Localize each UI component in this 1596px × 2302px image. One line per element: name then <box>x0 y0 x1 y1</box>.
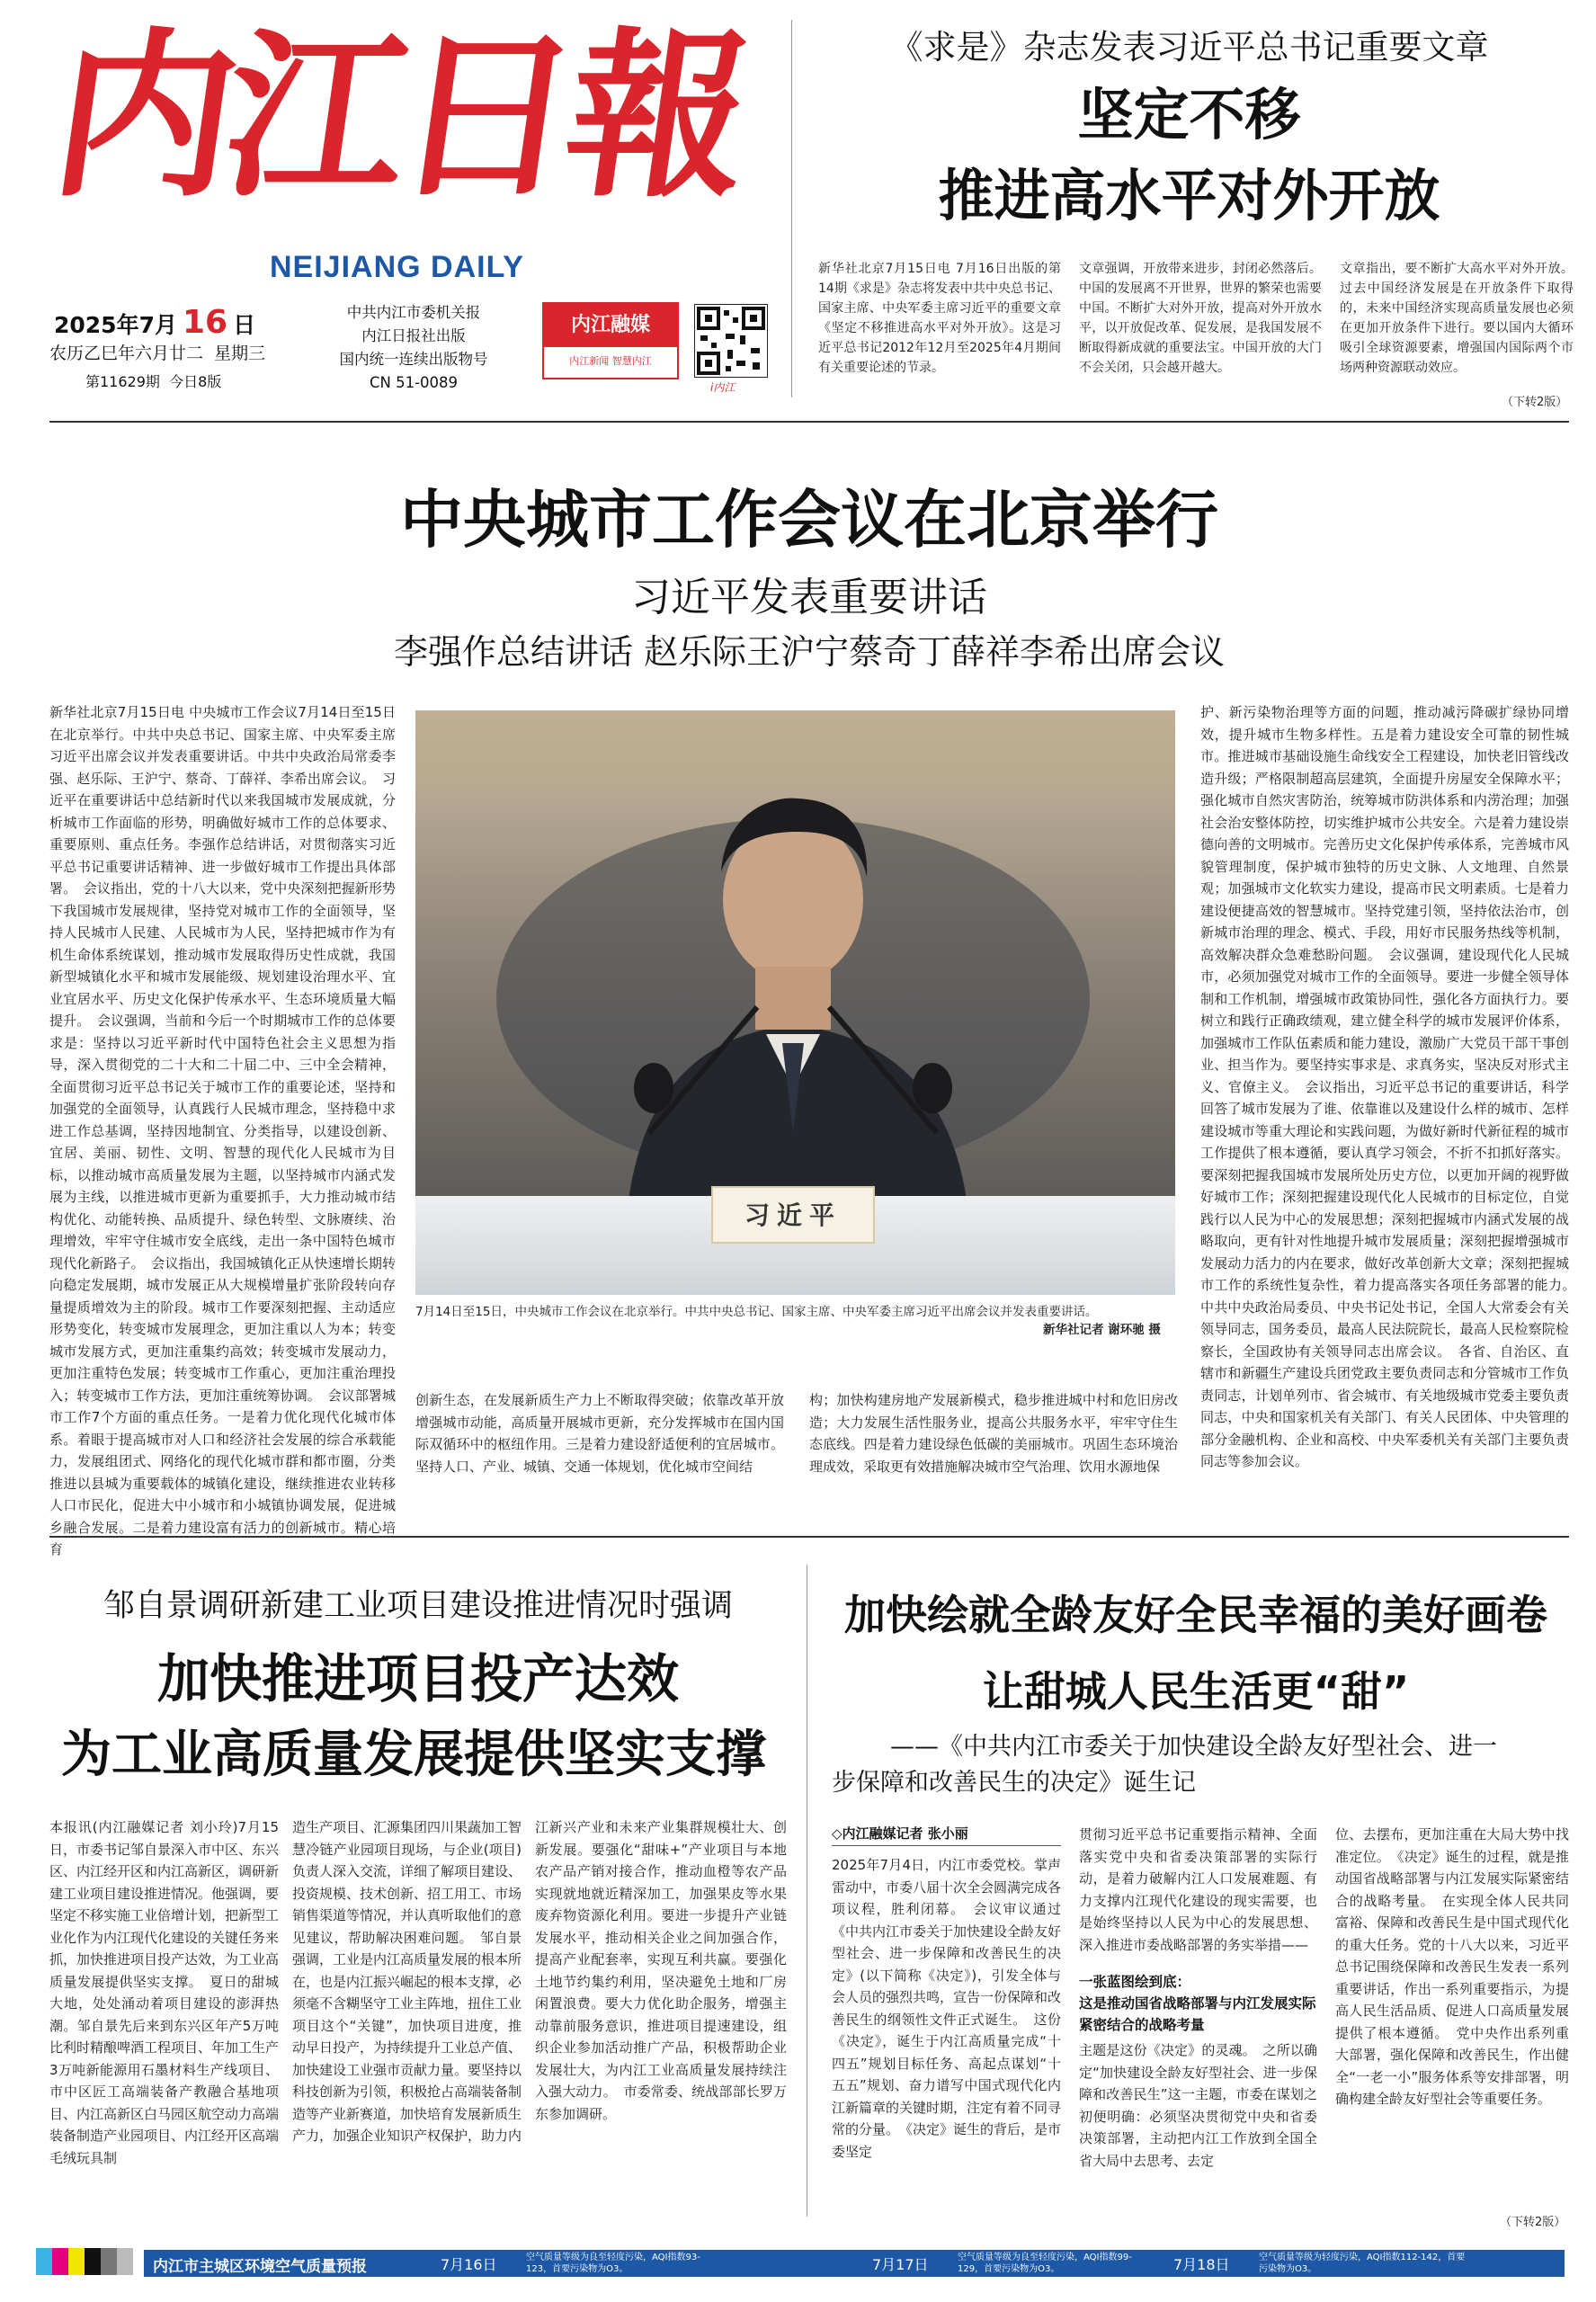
color-registration-marks <box>36 2248 133 2279</box>
logo-text: 内江日報 <box>40 11 754 222</box>
photo-credit: 新华社记者 谢环驰 摄 <box>1043 1323 1161 1337</box>
right-story-byline: ◇内江融媒记者 张小丽 <box>832 1825 968 1842</box>
top-story-col3: 文章指出，要不断扩大高水平对外开放。过去中国经济发展是在开放条件下取得的，未来中国经济实现高质量发展也必须在更加开放条件下进行。要以国内大循环吸引全球资源要素，增强国内国际两个市场两种资源联动效应。 <box>1340 262 1574 375</box>
right-story-col1: 2025年7月4日，内江市委党校。掌声雷动中，市委八届十次全会圆满完成各项议程，胜利闭幕。 会议审议通过《中共内江市委关于加快建设全龄友好型社会、进一步保障和改善民生的决定》(以下简称《决定》)，引发全体与会人员的强烈共鸣，宣告一份保障和改善民生的纲领性文件正式诞生。 这份《决定》，诞生于内江高质量完成“十四五”规划目标任务、高起点谋划“十五五”规划、奋力谱写中国式现代化内江新篇章的关键时期，注定有着不同寻常的分量。 《决定》诞生的背后，是市委坚定 <box>832 1857 1062 2160</box>
right-story-subhead: 一张蓝图绘到底： 这是推动国省战略部署与内江发展实际紧密结合的战略考量 <box>1079 1974 1316 2033</box>
top-story-kicker: 《求是》杂志发表习近平总书记重要文章 <box>889 28 1489 67</box>
lead-subtitle2: 李强作总结讲话 赵乐际王沪宁蔡奇丁薛祥李希出席会议 <box>393 632 1226 672</box>
left-story-kicker: 邹自景调研新建工业项目建设推进情况时强调 <box>103 1588 733 1624</box>
right-story-sub-line1: ——《中共内江市委关于加快建设全龄友好型社会、进一 <box>890 1733 1497 1761</box>
right-story-title-line1: 加快绘就全龄友好全民幸福的美好画卷 <box>844 1591 1547 1639</box>
left-story-col1: 本报讯(内江融媒记者 刘小玲)7月15日，市委书记邹自景深入市中区、东兴区、内江经开区和内江高新区，调研新建工业项目建设推进情况。他强调，要坚定不移实施工业倍增计划，把新型工业化作为内江现代化建设的关键任务来抓，加快推进项目投产达效，为工业高质量发展提供坚实支撑。 夏日的甜城大地，处处涌动着项目建设的澎湃热潮。邹自景先后来到东兴区年产5万吨比利时精酿啤酒工程项目、年加工生产3万吨新能源用石墨材料生产线项目、市中区匠工高端装备产教融合基地项目、内江高新区白马园区航空动力高端装备制造产业园项目、内江经开区高端毛绒玩具制 <box>49 1819 280 2166</box>
lead-col-mid1: 创新生态，在发展新质生产力上不断取得突破；依靠改革开放增强城市动能，高质量开展城市更新，充分发挥城市在国内国际双循环中的枢纽作用。三是着力建设舒适便利的宜居城市。坚持人口、产业、城镇、交通一体规划，优化城市空间结 <box>415 1392 784 1475</box>
qr-code-icon <box>694 304 768 378</box>
right-story-col2b: 主题是这份《决定》的灵魂。 之所以确定“加快建设全龄友好型社会、进一步保障和改善民生”这一主题，市委在谋划之初便明确：必须坚决贯彻党中央和省委决策部署，主动把内江工作放到全国全省大局中去思考、去定 <box>1079 2042 1317 2169</box>
air-quality-label: 内江市主城区环境空气质量预报 <box>153 2258 367 2276</box>
issue-date: 2025年7月 16 日 <box>54 304 256 341</box>
left-story-col2: 造生产项目、汇源集团四川果蔬加工智慧冷链产业园项目现场，与企业(项目)负责人深入交流，详细了解项目建设、投资规模、技术创新、招工用工、市场销售渠道等情况，并认真听取他们的意见建议，帮助解决困难问题。 邹自景强调，工业是内江高质量发展的根本所在，也是内江振兴崛起的根本支撑，必须毫不含糊坚守工业主阵地，扭住工业项目这个“关键”，加快项目进度，推动早日投产，为持续提升工业总产值、加快建设工业强市贡献力量。要坚持以科技创新为引领，积极抢占高端装备制造等产业新赛道，加快培育发展新质生产力，加强企业知识产权保护，助力内 <box>292 1819 522 2144</box>
forecast-day1-text: 空气质量等级为良至轻度污染，AQI指数93-123，首要污染物为O3。 <box>526 2253 700 2274</box>
lead-subtitle1: 习近平发表重要讲话 <box>631 575 987 620</box>
right-story-title-line2: 让甜城人民生活更“甜” <box>982 1667 1410 1716</box>
lead-col-mid2: 构；加快构建房地产发展新模式，稳步推进城中村和危旧房改造；大力发展生活性服务业，提高公共服务水平，牢牢守住生态底线。四是着力建设绿色低碳的美丽城市。巩固生态环境治理成效，采取更有效措施解决城市空气治理、饮用水源地保 <box>809 1392 1178 1475</box>
rule-middle <box>49 1536 1569 1538</box>
photo-nameplate: 习近平 <box>744 1200 842 1230</box>
forecast-day1-date: 7月16日 <box>441 2256 497 2273</box>
right-story-col2: 贯彻习近平总书记重要指示精神、全面落实党中央和省委决策部署的实际行动，是着力破解内江人口发展难题、有力支撑内江现代化建设的现实需要，也是始终坚持以人民为中心的发展思想、深入推进市委战略部署的务实举措—— <box>1079 1826 1317 1953</box>
masthead-divider <box>791 20 792 397</box>
top-story-col2: 文章强调，开放带来进步，封闭必然落后。中国的发展离不开世界，世界的繁荣也需要中国。不断扩大对外开放，提高对外开放水平，以开放促改革、促发展，是我国发展不断取得新成就的重要法宝。中国开放的大门不会关闭，只会越开越大。 <box>1079 262 1322 375</box>
footer-bar <box>0 2248 1596 2279</box>
media-badge: 内江融媒 内江新闻 智慧内江 <box>542 302 679 379</box>
right-story-sub-line2: 步保障和改善民生的决定》诞生记 <box>832 1769 1196 1797</box>
right-story-col3: 位、去摆布，更加注重在大局大势中找准定位。 《决定》诞生的过程，就是推动国省战略部署与内江发展实际紧密结合的战略考量。 在实现全体人民共同富裕、保障和改善民生是中国式现代化的重大任务。党的十八大以来，习近平总书记围绕保障和改善民生发表一系列重要讲话，作出一系列重要指示，为提高人民生活品质、促进人口高质量发展提供了根本遵循。 党中央作出系列重大部署，强化保障和改善民生，作出健全“一老一小”服务体系等安排部署，明确构建全龄友好型社会等重要任务。 <box>1335 1826 1569 2107</box>
photo-caption: 7月14日至15日，中央城市工作会议在北京举行。中共中央总书记、国家主席、中央军委主席习近平出席会议并发表重要讲话。 <box>415 1305 1098 1319</box>
left-story-title-line2: 为工业高质量发展提供坚实支撑 <box>61 1726 766 1784</box>
top-story-col1: 新华社北京7月15日电 7月16日出版的第14期《求是》杂志将发表中共中央总书记、国家主席、中央军委主席习近平的重要文章《坚定不移推进高水平对外开放》。这是习近平总书记2012年12月至2025年4月期间有关重要论述的节录。 <box>818 262 1061 375</box>
rule-top <box>49 421 1569 423</box>
masthead-logo <box>40 11 754 252</box>
left-story-col3: 江新兴产业和未来产业集群规模壮大、创新发展。要强化“甜味+”产业项目与本地农产品产销对接合作，推动血橙等农产品实现就地就近精深加工，加强果皮等水果废弃物资源化利用。要进一步提升产业链发展水平，推动相关企业之间加强合作，提高产业配套率，实现互利共赢。要强化土地节约集约利用，坚决避免土地和厂房闲置浪费。要大力优化助企服务，增强主动靠前服务意识，推进项目提速建设，组织企业参加活动推广产品，积极帮助企业发展壮大，为内江工业高质量发展持续注入强大动力。 市委常委、统战部部长罗万东参加调研。 <box>535 1819 787 2122</box>
top-story-title-line2: 推进高水平对外开放 <box>938 163 1440 228</box>
forecast-day3-text: 空气质量等级为轻度污染，AQI指数112-142，首要污染物为O3。 <box>1259 2253 1466 2274</box>
top-story-jump: （下转2版） <box>1502 396 1568 409</box>
english-name: NEIJIANG DAILY <box>270 250 524 284</box>
left-story-title-line1: 加快推进项目投产达效 <box>156 1648 679 1709</box>
lead-title: 中央城市工作会议在北京举行 <box>400 483 1218 557</box>
byline-rule <box>832 1845 1061 1846</box>
forecast-day2-date: 7月17日 <box>872 2256 929 2273</box>
lead-photo <box>415 710 1175 1295</box>
lunar-line: 农历乙巳年六月廿二 星期三 <box>49 344 266 363</box>
lead-col-right: 护、新污染物治理等方面的问题，推动减污降碳扩绿协同增效，提升城市生物多样性。五是着力建设安全可靠的韧性城市。推进城市基础设施生命线安全工程建设，加快老旧管线改造升级；严格限制超高层建筑，全面提升房屋安全保障水平；强化城市自然灾害防治，统筹城市防洪体系和内涝治理；加强社会治安整体防控，切实维护城市公共安全。六是着力建设崇德向善的文明城市。完善历史文化保护传承体系，完善城市风貌管理制度，保护城市独特的历史文脉、人文地理、自然景观；加强城市文化软实力建设，提高市民文明素质。七是着力建设便捷高效的智慧城市。坚持党建引领，坚持依法治市，创新城市治理的理念、模式、手段，用好市民服务热线等机制，高效解决群众急难愁盼问题。 会议强调，建设现代化人民城市，必须加强党对城市工作的全面领导。要进一步健全领导体制和工作机制，增强城市政策协同性，强化各方面执行力。要树立和践行正确政绩观，建立健全科学的城市发展评价体系，加强城市工作队伍素质和能力建设，激励广大党员干部干事创业、担当作为。要坚持实事求是、求真务实，坚决反对形式主义、官僚主义。 会议指出，习近平总书记的重要讲话，科学回答了城市发展为了谁、依靠谁以及建设什么样的城市、怎样建设城市等重大理论和实践问题，为做好新时代新征程的城市工作提供了根本遵循，要认真学习领会，不折不扣抓好落实。要深刻把握我国城市发展所处历史方位，以更加开阔的视野做好城市工作；深刻把握建设现代化人民城市的目标定位，自觉践行以人民为中心的发展思想；深刻把握城市内涵式发展的战略取向，更有针对性地提升城市发展质量；深刻把握增强城市发展动力活力的内在要求，做好改革创新大文章；深刻把握城市工作的系统性复杂性，着力提高落实各项任务部署的能力。 中共中央政治局委员、中央书记处书记，全国人大常委会有关领导同志，国务委员，最高人民法院院长，最高人民检察院检察长，全国政协有关领导同志出席会议。 各省、自治区、直辖市和新疆生产建设兵团党政主要负责同志和分管城市工作负责同志，计划单列市、省会城市、有关地级城市党委主要负责同志，中央和国家机关有关部门、有关人民团体、中央管理的部分金融机构、企业和高校、中央军委机关有关部门主要负责同志等参加会议。 <box>1200 704 1583 1469</box>
date-day: 16 <box>182 304 228 341</box>
qr-caption: i内江 <box>710 381 736 394</box>
lead-col-left: 新华社北京7月15日电 中央城市工作会议7月14日至15日在北京举行。中共中央总书记、国家主席、中央军委主席习近平出席会议并发表重要讲话。中共中央政治局常委李强、赵乐际、王沪宁、蔡奇、丁薛祥、李希出席会议。 习近平在重要讲话中总结新时代以来我国城市发展成就，分析城市工作面临的形势，明确做好城市工作的总体要求、重要原则、重点任务。李强作总结讲话，对贯彻落实习近平总书记重要讲话精神、进一步做好城市工作提出具体部署。 会议指出，党的十八大以来，党中央深刻把握新形势下我国城市发展规律，坚持党对城市工作的全面领导，坚持人民城市人民建、人民城市为人民，坚持把城市作为有机生命体系统谋划，推动城市发展取得历史性成就，我国新型城镇化水平和城市发展能级、规划建设治理水平、宜业宜居水平、历史文化保护传承水平、生态环境质量大幅提升。 会议强调，当前和今后一个时期城市工作的总体要求是：坚持以习近平新时代中国特色社会主义思想为指导，深入贯彻党的二十大和二十届二中、三中全会精神，全面贯彻习近平总书记关于城市工作的重要论述，坚持和加强党的全面领导，认真践行人民城市理念，坚持稳中求进工作总基调，坚持因地制宜、分类指导，以建设创新、宜居、美丽、韧性、文明、智慧的现代化人民城市为目标，以推动城市高质量发展为主题，以坚持城市内涵式发展为主线，以推进城市更新为重要抓手，大力推动城市结构优化、动能转换、品质提升、绿色转型、文脉赓续、治理增效，牢牢守住城市安全底线，走出一条中国特色城市现代化新路子。 会议指出，我国城镇化正从快速增长期转向稳定发展期，城市发展正从大规模增量扩张阶段转向存量提质增效为主的阶段。城市工作要深刻把握、主动适应形势变化，转变城市发展理念，更加注重以人为本；转变城市发展方式，更加注重集约高效；转变城市发展动力，更加注重特色发展；转变城市工作重心，更加注重治理投入；转变城市工作方法，更加注重统筹协调。 会议部署城市工作7个方面的重点任务。一是着力优化现代化城市体系。着眼于提高城市对人口和经济社会发展的综合承载能力，发展组团式、网络化的现代化城市群和都市圈，分类推进以县城为重要载体的城镇化建设，继续推进农业转移人口市民化，促进大中小城市和小城镇协调发展，促进城乡融合发展。二是着力建设富有活力的创新城市。精心培育 <box>49 704 396 1557</box>
top-story-title-line1: 坚定不移 <box>1077 82 1301 147</box>
air-quality-strip <box>144 2250 1565 2277</box>
issue-number-line: 第11629期 今日8版 <box>85 373 222 390</box>
publication-info: 中共内江市委机关报 内江日报社出版 国内统一连续出版物号 CN 51-0089 <box>339 304 488 391</box>
forecast-day3-date: 7月18日 <box>1173 2256 1230 2273</box>
right-story-jump: （下转2版） <box>1500 2216 1566 2229</box>
forecast-day2-text: 空气质量等级为良至轻度污染，AQI指数99-129，首要污染物为O3。 <box>958 2253 1132 2274</box>
